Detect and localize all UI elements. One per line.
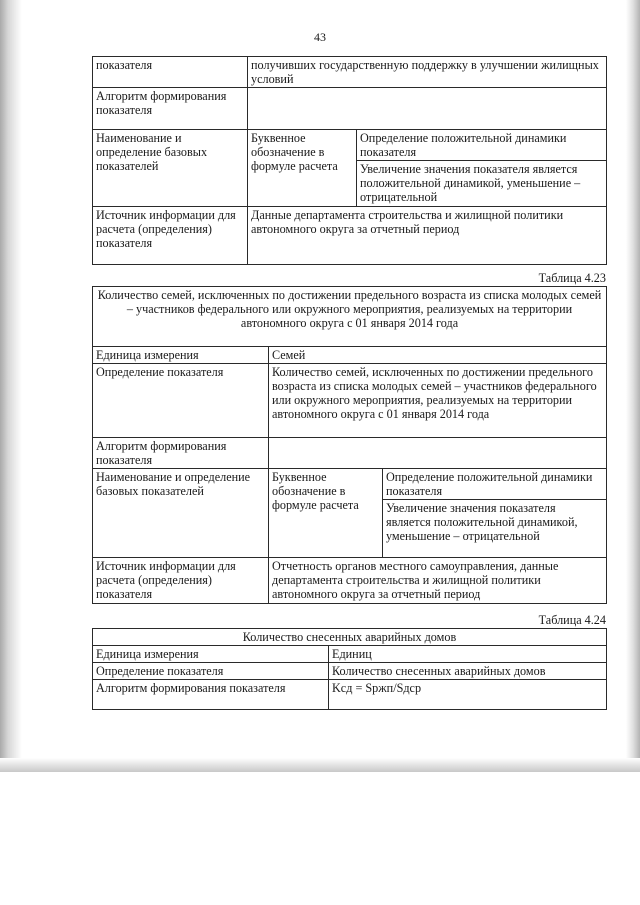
- table-row: [93, 207, 607, 265]
- table-row: [93, 438, 607, 469]
- table-continued: [92, 56, 607, 265]
- row-label: Источник информации для расчета (определения) показателя: [93, 558, 269, 604]
- row-label: Определение показателя: [93, 364, 269, 438]
- row-label: Наименование и определение базовых показателей: [93, 130, 248, 207]
- table-title: Количество снесенных аварийных домов: [93, 629, 607, 646]
- row-label: Единица измерения: [93, 347, 269, 364]
- symbol-cell: Буквенное обозначение в формуле расчета: [269, 469, 383, 558]
- row-value: Kсд = Sржп/Sдср: [329, 680, 607, 710]
- dynamics-header: Определение положительной динамики показателя: [357, 130, 607, 161]
- table-4-23: [92, 286, 607, 604]
- table-title: Количество семей, исключенных по достижении предельного возраста из списка молодых семей – участников федерального или окружного мероприятия, реализуемых на территории автономного округа с 01 января 2014 года: [93, 287, 607, 347]
- dynamics-text: Увеличение значения показателя является положительной динамикой, уменьшение – отрицательной: [383, 500, 607, 558]
- table-row: [93, 88, 607, 130]
- scan-shadow-bottom: [0, 758, 640, 772]
- dynamics-text: Увеличение значения показателя является положительной динамикой, уменьшение – отрицательной: [357, 161, 607, 207]
- table-row: [93, 629, 607, 646]
- row-value: Данные департамента строительства и жилищной политики автономного округа за отчетный период: [248, 207, 607, 265]
- dynamics-header: Определение положительной динамики показателя: [383, 469, 607, 500]
- page-number: 43: [314, 30, 326, 44]
- table-caption: Таблица 4.24: [538, 613, 606, 627]
- row-value: Количество семей, исключенных по достижении предельного возраста из списка молодых семей – участников федерального или окружного мероприятия, реализуемых на территории автономного округа с 01 января 2014 года: [269, 364, 607, 438]
- table-row: [93, 287, 607, 347]
- table-row: [93, 347, 607, 364]
- row-label: Определение показателя: [93, 663, 329, 680]
- table-row: [93, 469, 607, 500]
- table-row: [93, 663, 607, 680]
- table-row: [93, 57, 607, 88]
- row-value: [248, 88, 607, 130]
- scan-shadow-left: [0, 0, 22, 770]
- row-label: Алгоритм формирования показателя: [93, 680, 329, 710]
- row-label: Единица измерения: [93, 646, 329, 663]
- row-value: Отчетность органов местного самоуправления, данные департамента строительства и жилищной политики автономного округа за отчетный период: [269, 558, 607, 604]
- symbol-cell: Буквенное обозначение в формуле расчета: [248, 130, 357, 207]
- table-caption: Таблица 4.23: [538, 271, 606, 285]
- table-row: [93, 558, 607, 604]
- row-label: Наименование и определение базовых показателей: [93, 469, 269, 558]
- table-row: [93, 646, 607, 663]
- row-value: Единиц: [329, 646, 607, 663]
- scan-shadow-right: [626, 0, 640, 770]
- row-value: Количество снесенных аварийных домов: [329, 663, 607, 680]
- row-value: Семей: [269, 347, 607, 364]
- table-row: [93, 130, 607, 161]
- row-label: Алгоритм формирования показателя: [93, 88, 248, 130]
- table-4-24: [92, 628, 607, 710]
- row-value: [269, 438, 607, 469]
- row-label: показателя: [93, 57, 248, 88]
- row-label: Алгоритм формирования показателя: [93, 438, 269, 469]
- row-value: получивших государственную поддержку в улучшении жилищных условий: [248, 57, 607, 88]
- table-row: [93, 364, 607, 438]
- table-row: [93, 680, 607, 710]
- row-label: Источник информации для расчета (определения) показателя: [93, 207, 248, 265]
